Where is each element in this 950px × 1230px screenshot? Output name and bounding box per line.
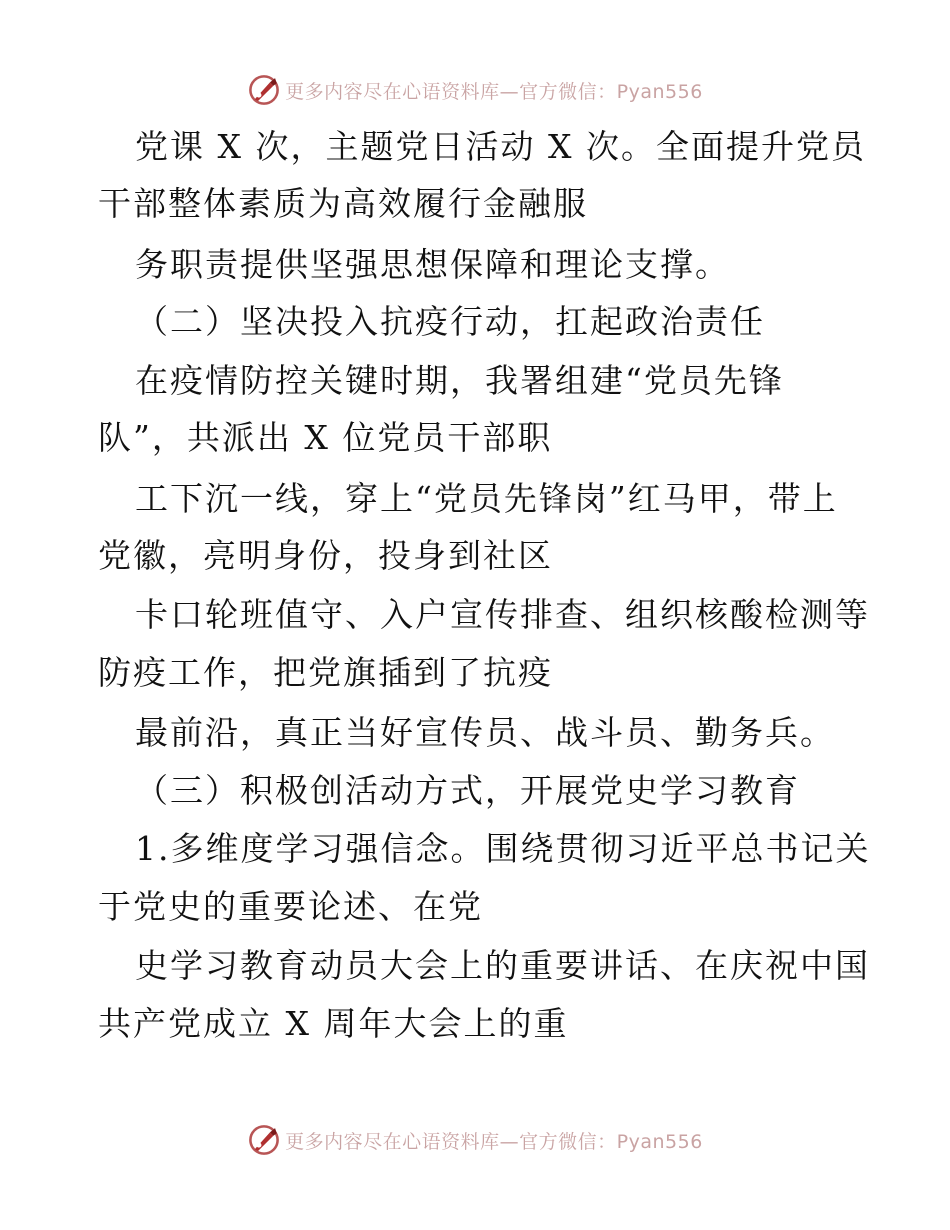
- text-line: 共产党成立 X 周年大会上的重: [98, 1004, 569, 1043]
- text-line: 党课 X 次，主题党日活动 X 次。全面提升党员: [135, 127, 866, 166]
- pen-logo-icon: [247, 1123, 281, 1157]
- text-line: 队”，共派出 X 位党员干部职: [98, 418, 553, 457]
- text-line: 史学习教育动员大会上的重要讲话、在庆祝中国: [135, 946, 870, 985]
- text-line: 1.多维度学习强信念。围绕贯彻习近平总书记关: [135, 829, 871, 868]
- watermark-text: 更多内容尽在心语资料库—官方微信：Pyan556: [285, 1130, 703, 1153]
- section-heading: （二）坚决投入抗疫行动，扛起政治责任: [135, 302, 765, 341]
- watermark-banner-bottom: [0, 1120, 950, 1160]
- text-line: 党徽，亮明身份，投身到社区: [98, 536, 553, 575]
- pen-logo-icon: [247, 73, 281, 107]
- watermark-banner-top: [0, 70, 950, 110]
- watermark-text: 更多内容尽在心语资料库—官方微信：Pyan556: [285, 80, 703, 103]
- text-line: 最前沿，真正当好宣传员、战斗员、勤务兵。: [135, 713, 835, 752]
- text-line: 工下沉一线，穿上“党员先锋岗”红马甲，带上: [135, 479, 838, 518]
- text-line: 防疫工作，把党旗插到了抗疫: [98, 653, 553, 692]
- text-line: 在疫情防控关键时期，我署组建“党员先锋: [135, 361, 784, 400]
- text-line: 卡口轮班值守、入户宣传排查、组织核酸检测等: [135, 595, 870, 634]
- section-heading: （三）积极创活动方式，开展党史学习教育: [135, 771, 800, 810]
- text-line: 于党史的重要论述、在党: [98, 887, 483, 926]
- text-line: 干部整体素质为高效履行金融服: [98, 184, 588, 223]
- text-line: 务职责提供坚强思想保障和理论支撑。: [135, 245, 730, 284]
